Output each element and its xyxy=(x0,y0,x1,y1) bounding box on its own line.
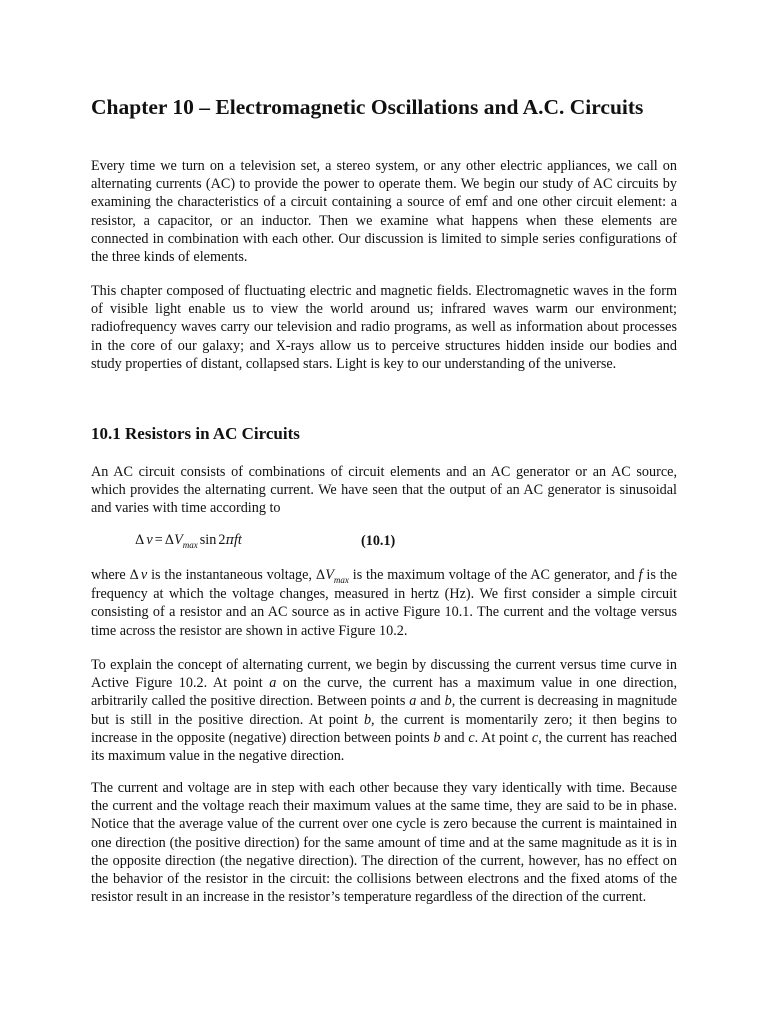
equation-number: (10.1) xyxy=(361,533,396,549)
text-run: and xyxy=(420,693,441,710)
section-paragraph-2 xyxy=(91,566,677,640)
text-run: is the frequency at which the voltage changes, measured in hertz (Hz). We first consider a simple circuit consisting of a resistor and an AC source as in active Figure 10.1. The current and the voltage versus time across the resistor are shown in active Figure 10.2. xyxy=(91,567,678,639)
delta-symbol: Δ xyxy=(129,568,139,583)
intro-paragraph-1: Every time we turn on a television set, a stereo system, or any other electric appliances, we call on alternating currents (AC) to provide the power to operate them. We begin our study of AC circuits by examining the characteristics of a circuit containing a source of emf and one other circuit element: a resistor, a capacitor, or an inductor. Then we examine what happens when these elements are connected in combination with each other. Our discussion is limited to simple series configurations of the three kinds of elements. xyxy=(91,158,677,266)
point-label: a xyxy=(409,693,417,710)
text-run: , the current is momentarily zero; it then begins to increase in the opposite (negative) direction between points xyxy=(91,711,677,746)
section-heading: 10.1 Resistors in AC Circuits xyxy=(91,424,300,443)
point-label: c xyxy=(531,729,539,746)
point-label: b xyxy=(444,693,452,710)
equation-lhs-var: v xyxy=(146,532,153,548)
delta-symbol: Δ xyxy=(164,533,175,548)
section-paragraph-4: The current and voltage are in step with each other because they vary identically with time. Because the current and the voltage reach their maximum values at the same time, they are said to be in phase. Notice that the average value of the current over one cycle is zero because the current is maintained in one direction (the positive direction) for the same amount of time and at the same magnitude as it is in the opposite direction (the negative direction). The direction of the current, however, has no effect on the behavior of the resistor in the circuit: the collisions between electrons and the fixed atoms of the resistor result in an increase in the resistor’s temperature regardless of the direction of the current. xyxy=(91,780,677,906)
equation-rhs-var: V xyxy=(174,532,183,548)
equation-equals: = xyxy=(154,532,163,548)
text-run: . At point xyxy=(474,729,529,746)
text-run: , the current has reached its maximum value in the negative direction. xyxy=(91,729,678,765)
inline-var-v: v xyxy=(140,567,148,583)
text-run: is the maximum voltage of the AC generator, and xyxy=(352,567,635,583)
chapter-title: Chapter 10 – Electromagnetic Oscillations and A.C. Circuits xyxy=(91,95,644,119)
equation-10-1 xyxy=(135,530,535,552)
text-run: where xyxy=(91,567,126,583)
section-paragraph-3 xyxy=(91,656,677,765)
text-run: is the instantaneous voltage, xyxy=(151,567,312,583)
text-run: To explain the concept of alternating current, we begin by discussing the current versus time curve in Active Figure 10.2. At point xyxy=(91,657,677,692)
section-paragraph-1: An AC circuit consists of combinations of circuit elements and an AC generator or an AC source, which provides the alternating current. We have seen that the output of an AC generator is sinusoidal and varies with time according to xyxy=(91,464,677,517)
point-label: b xyxy=(363,711,372,728)
equation-argument: ft xyxy=(233,532,242,548)
point-label: b xyxy=(433,729,441,746)
equation-subscript-max: max xyxy=(182,540,198,550)
inline-var-f: f xyxy=(638,567,643,583)
inline-subscript-max: max xyxy=(333,575,349,585)
text-run: on the curve, the current has a maximum value in one direction, arbitrarily called the positive direction. Between points xyxy=(91,675,678,710)
equation-formula xyxy=(135,530,242,551)
text-run: , the current is decreasing in magnitude but is still in the positive direction. At point xyxy=(91,693,678,728)
intro-paragraph-2: This chapter composed of fluctuating electric and magnetic fields. Electromagnetic waves in the form of visible light enable us to view the world around us; infrared waves warm our environment; radiofrequency waves carry our television and radio programs, as well as information about processes in the core of our galaxy; and X-rays allow us to perceive structures hidden inside our bodies and study properties of distant, collapsed stars. Light is key to our understanding of the universe. xyxy=(91,283,677,372)
pi-symbol: π xyxy=(225,533,234,548)
inline-var-V: V xyxy=(325,567,334,583)
text-run: and xyxy=(444,729,465,746)
delta-symbol: Δ xyxy=(135,533,145,548)
equation-function: sin xyxy=(199,532,217,548)
delta-symbol: Δ xyxy=(315,568,326,583)
point-label: a xyxy=(269,675,277,692)
equation-coefficient: 2 xyxy=(218,532,226,548)
point-label: c xyxy=(468,729,475,746)
